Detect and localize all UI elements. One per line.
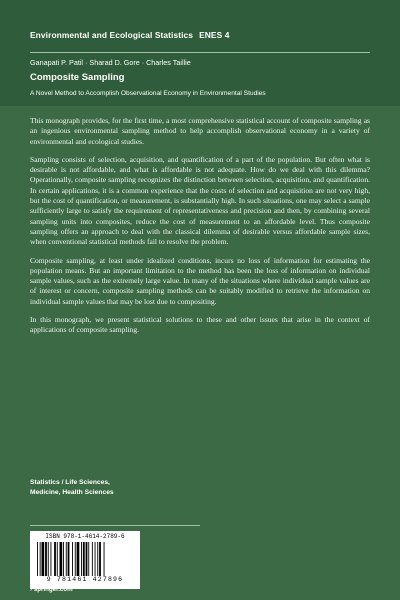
barcode-bar [60,542,63,576]
series-line [30,30,229,40]
authors: Ganapati P. Patil · Sharad D. Gore · Charles Taillie [30,58,191,67]
barcode-bar [75,542,76,576]
barcode-bar [68,542,70,576]
barcode-digits: 9 781461 427896 [46,576,124,583]
blurb-paragraph-3: Composite sampling, at least under idealized conditions, incurs no loss of information for estimating the population means. But an important limitation to the method has been the loss of information on individual sample values, such as the extremely large value. In many of the situations where individual sample values are of interest or concern, composite sampling methods can be suitably modified to retrieve the information on individual sample values that may be lost due to compositing. [30,255,370,306]
barcode-bar [66,542,67,576]
subject-category [30,478,114,497]
barcode-bar [48,542,49,576]
barcode-bars [33,542,137,576]
barcode-bar [88,542,89,576]
barcode-bar [37,542,38,576]
book-subtitle: A Novel Method to Accomplish Observational Economy in Environmental Studies [30,90,266,97]
barcode-bar [40,542,41,576]
series-name: Environmental and Ecological Statistics [30,30,194,40]
header-divider [30,52,370,53]
barcode-bar [57,542,58,576]
barcode-bar [104,542,105,576]
barcode-bar [63,542,64,576]
barcode-bar [83,542,85,576]
book-title: Composite Sampling [30,72,125,83]
blurb [30,116,370,344]
barcode-bar [51,542,52,576]
barcode-bar [99,542,101,576]
barcode-bar [86,542,88,576]
isbn-label: ISBN 978-1-4614-2789-6 [45,533,125,540]
barcode-bar [81,542,82,576]
barcode-bar [97,542,98,576]
blurb-paragraph-2: Sampling consists of selection, acquisition, and quantification of a part of the population. But often what is desirable is not affordable, and what is affordable is not adequate. How do we deal with this dilemma? Operationally, composite sampling recognizes the distinction between selection, acquisition, and quantification. In certain applications, it is a common experience that the costs of selection and acquisition are not very high, but the cost of quantification, or measurement, is substantially high. In such situations, one may select a sample sufficiently large to satisfy the requirement of representativeness and precision and then, by combining several sampling units into composites, reduce the cost of measurement to an affordable level. Thus composite sampling offers an approach to deal with the classical dilemma of desirable versus affordable sample sizes, when conventional statistical methods fail to resolve the problem. [30,154,370,247]
series-volume: ENES 4 [199,30,230,40]
barcode-bar [72,542,73,576]
subject-line-2: Medicine, Health Sciences [30,488,114,496]
blurb-paragraph-4: In this monograph, we present statistical solutions to these and other issues that arise in the context of applications of composite sampling. [30,315,370,335]
barcode-bar [45,542,47,576]
publisher-link[interactable]: › springer.com [30,586,73,593]
barcode-graphic [33,542,137,576]
barcode-bar [92,542,93,576]
subject-line-1: Statistics / Life Sciences, [30,479,110,486]
footer-divider [30,525,200,526]
barcode-bar [54,542,56,576]
barcode-bar [95,542,96,576]
barcode-panel [30,531,140,589]
barcode-bar [77,542,80,576]
blurb-paragraph-1: This monograph provides, for the first time, a most comprehensive statistical account of composite sampling as an ingenious environmental sampling method to help accomplish observational economy in a variety of environmental and ecological studies. [30,116,370,146]
barcode-bar [42,542,45,576]
